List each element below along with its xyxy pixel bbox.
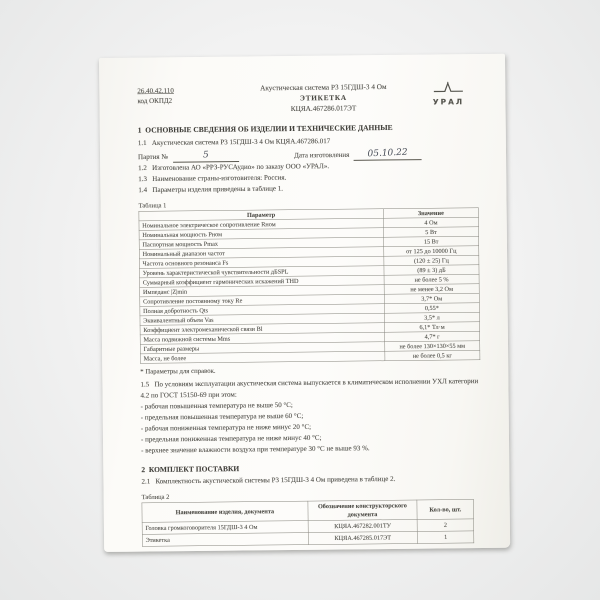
table-cell: Частота основного резонанса Fs [139, 256, 384, 268]
section2-heading: 2 КОМПЛЕКТ ПОСТАВКИ [141, 465, 240, 475]
table-cell: Эквивалентный объем Vas [140, 313, 385, 325]
ural-logo-text: УРАЛ [432, 97, 465, 107]
ural-mountain-icon [429, 81, 468, 94]
table-cell: не менее 3,2 Ом [384, 284, 479, 294]
table-cell: (120 ± 25) Гц [384, 255, 479, 265]
table-cell: Уровень характеристической чувствительности дБSPL [139, 266, 384, 278]
table2-caption: Таблица 2 [141, 492, 170, 501]
climate-condition: - предельная повышенная температура не выше 60 °С; [140, 412, 304, 422]
item-1-3: 1.3 Наименование страны-изготовителя: Россия. [138, 174, 287, 184]
item-1-2: 1.2 Изготовлена АО «РРЗ-РУСАудио» по заказу ООО «УРАЛ». [138, 162, 330, 173]
okpd-label: код ОКПД2 [137, 97, 173, 106]
column-header: Наименование изделия, документа [142, 501, 308, 522]
climate-condition: - предельная пониженная температура не ниже минус 40 °С; [140, 434, 322, 444]
column-header: Значение [383, 208, 478, 218]
column-header: Кол-во, шт. [417, 499, 474, 519]
table-cell: Коэффициент электромеханической связи Bl [140, 323, 385, 335]
document-subtitle: ЭТИКЕТКА [299, 93, 347, 103]
table1-caption: Таблица 1 [138, 201, 167, 210]
table-cell: Импеданс |Z|min [140, 285, 385, 297]
table-cell: Габаритные размеры [140, 342, 385, 354]
section1-heading: 1 ОСНОВНЫЕ СВЕДЕНИЯ ОБ ИЗДЕЛИИ И ТЕХНИЧЕСКИЕ ДАННЫЕ [137, 123, 393, 135]
okpd-block [137, 82, 227, 116]
table-cell: 2 [417, 519, 473, 532]
item-1-4: 1.4 Параметры изделия приведены в таблице 1. [138, 185, 284, 195]
table-cell: Этикетка [142, 533, 308, 547]
table-cell: Масса, не более [140, 351, 385, 363]
column-header: Параметр [139, 209, 384, 221]
table-cell: Номинальное электрическое сопротивление Rном [139, 218, 384, 230]
table-cell: 4 Ом [383, 217, 478, 227]
document-title: Акустическая система Р3 15ГДШ-3 4 Ом [260, 82, 387, 93]
climate-conditions-list [141, 398, 482, 457]
table1-footnote: * Параметры для справок. [140, 366, 216, 376]
table-cell: не более 5 % [384, 274, 479, 284]
table-cell: (89 ± 3) дБ [384, 265, 479, 275]
climate-condition: - рабочая пониженная температура не ниже минус 20 °С; [140, 423, 312, 433]
batch-handwritten-value: 5 [202, 149, 210, 161]
table-cell: Масса подвижной системы Mms [140, 332, 385, 344]
parameters-table [139, 208, 481, 364]
table-cell: 5 Вт [383, 227, 478, 237]
table-cell: 0,55* [384, 303, 479, 313]
document-page [99, 58, 505, 552]
page-content [99, 54, 510, 547]
title-block [227, 80, 419, 116]
date-label: Дата изготовления [294, 151, 350, 160]
table-cell: 1 [417, 531, 473, 544]
table-cell: не более 130×130×55 мм [385, 341, 480, 351]
item-1-1: 1.1 Акустическая система Р3 15ГДШ-3 4 Ом КЦЯА.467286.017 [137, 137, 331, 148]
batch-label: Партия № [138, 153, 169, 162]
table-cell: 3,7* Ом [384, 293, 479, 303]
table-cell: 4,7* г [385, 331, 480, 341]
table-cell: 15 Вт [384, 236, 479, 246]
table-cell: 3,5* л [384, 312, 479, 322]
document-header [137, 79, 477, 116]
batch-blank [173, 149, 239, 163]
table-cell: Номинальный диапазон частот [139, 247, 384, 259]
table-cell: Головка громкоговорителя 15ГДШ-3 4 Ом [142, 521, 308, 535]
table-cell: Суммарный коэффициент гармонических искажений THD [140, 275, 385, 287]
table-cell: от 125 до 10000 Гц [384, 246, 479, 256]
ural-logo [419, 79, 477, 113]
table-cell: Полная добротность Qts [140, 304, 385, 316]
climate-condition: - верхнее значение влажности воздуха при температуре 30 °С не выше 93 %. [141, 444, 370, 455]
item-2-1: 2.1 Комплектность акустической системы Р3 15ГДШ-3 4 Ом приведена в таблице 2. [141, 475, 396, 486]
paper-sheet [99, 54, 510, 552]
delivery-set-table [142, 499, 474, 546]
climate-condition: - рабочая повышенная температура не выше 50 °С; [140, 401, 293, 411]
date-handwritten-value: 05.10.22 [367, 146, 408, 159]
table-cell: Паспортная мощность Pmax [139, 237, 384, 249]
date-blank [353, 147, 421, 161]
table-cell: не более 0,5 кг [385, 350, 480, 360]
okpd-code: 26.40.42.110 [137, 87, 174, 96]
table-cell: КЦЯА.467282.001ТУ [308, 519, 418, 532]
table-cell: Номинальная мощность Pном [139, 228, 384, 240]
document-code: КЦЯА.467286.017ЭТ [290, 104, 357, 113]
column-header: Обозначение конструкторского документа [308, 500, 418, 521]
table-cell: Сопротивление постоянному току Re [140, 294, 385, 306]
table-row [142, 531, 474, 546]
item-1-5: 1.5 По условиям эксплуатации акустическая система выпускается в климатическом исполнении УХЛ категории 4.2 по ГОСТ 15150-69 при этом: [140, 377, 481, 400]
table-cell: КЦЯА.467285.017ЭТ [308, 531, 418, 544]
table-cell: 6,1* Тл·м [384, 322, 479, 332]
